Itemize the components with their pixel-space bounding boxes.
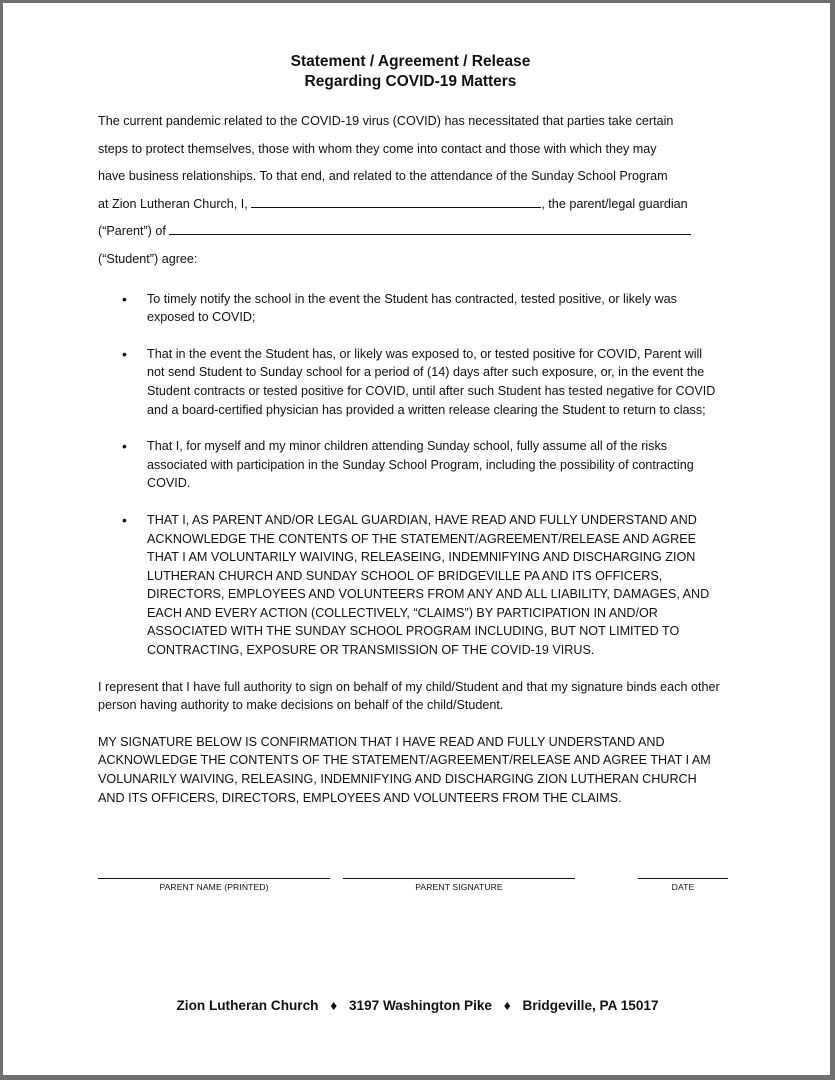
bullet-icon: • bbox=[122, 290, 127, 307]
document-title bbox=[98, 52, 723, 92]
title-line-1: Statement / Agreement / Release bbox=[290, 53, 531, 70]
diamond-icon: ♦ bbox=[330, 998, 338, 1013]
bullet-text: That in the event the Student has, or likely was exposed to, or tested positive for COVID, Parent will not send Student to Sunday school for a period of (14) days after such exposure, or, in the event the Student contracts or tested positive for COVID, until after such Student has tested negative for COVID and a board-certified physician has provided a written release clearing the Student to return to class; bbox=[147, 346, 716, 417]
intro-line-1: The current pandemic related to the COVID-19 virus (COVID) has necessitated that parties take certain bbox=[98, 114, 674, 128]
parent-signature-line[interactable] bbox=[343, 866, 575, 879]
bullet-icon: • bbox=[122, 511, 127, 528]
list-item bbox=[98, 437, 723, 493]
footer-street: 3197 Washington Pike bbox=[348, 998, 492, 1013]
intro-line-5-prefix: (“Parent”) of bbox=[98, 224, 166, 239]
bullet-text: That I, for myself and my minor children attending Sunday school, fully assume all of the risks associated with participation in the Sunday School Program, including the possibility of contracting COVID. bbox=[147, 439, 694, 491]
footer-church-name: Zion Lutheran Church bbox=[176, 998, 319, 1013]
intro-line-2: steps to protect themselves, those with whom they come into contact and those with which they may bbox=[98, 141, 657, 156]
parent-name-blank[interactable] bbox=[251, 195, 541, 208]
bullet-icon: • bbox=[122, 345, 127, 362]
date-signature-block bbox=[638, 866, 728, 892]
bullet-text: To timely notify the school in the event the Student has contracted, tested positive, or likely was exposed to COVID; bbox=[147, 291, 677, 325]
intro-line-3: have business relationships. To that end, and related to the attendance of the Sunday School Program bbox=[98, 169, 668, 184]
list-item bbox=[98, 511, 723, 660]
parent-name-line[interactable] bbox=[98, 866, 330, 879]
intro-line-6: (“Student”) agree: bbox=[98, 251, 198, 266]
parent-name-label: PARENT NAME (PRINTED) bbox=[159, 882, 269, 892]
parent-signature-block bbox=[343, 866, 575, 892]
confirmation-paragraph: MY SIGNATURE BELOW IS CONFIRMATION THAT I HAVE READ AND FULLY UNDERSTAND AND ACKNOWLEDGE THE CONTENTS OF THE STATEMENT/AGREEMENT/RELEASE AND AGREE THAT I AM VOLUNARILY WAIVING, RELEASING, INDEMNIFYING AND DISCHARGING ZION LUTHERAN CHURCH AND ITS OFFICERS, DIRECTORS, EMPLOYEES AND VOLUNTEERS FROM THE CLAIMS. bbox=[98, 734, 711, 805]
document-body bbox=[98, 52, 723, 825]
footer-city: Bridgeville, PA 15017 bbox=[522, 998, 659, 1013]
title-line-2: Regarding COVID-19 Matters bbox=[304, 73, 517, 90]
representation-paragraph: I represent that I have full authority to sign on behalf of my child/Student and that my signature binds each other person having authority to make decisions on behalf of the child/Student. bbox=[98, 679, 720, 713]
bullet-icon: • bbox=[122, 438, 127, 455]
footer-address bbox=[0, 998, 835, 1013]
parent-name-signature-block bbox=[98, 866, 330, 892]
parent-signature-label: PARENT SIGNATURE bbox=[415, 882, 503, 892]
intro-line-4-suffix: , the parent/legal guardian bbox=[541, 196, 688, 211]
agreement-list bbox=[98, 290, 723, 660]
signature-row bbox=[98, 866, 730, 906]
list-item bbox=[98, 290, 723, 327]
intro-line-4 bbox=[98, 191, 723, 219]
intro-line-4-prefix: at Zion Lutheran Church, I, bbox=[98, 196, 248, 211]
intro-line-5 bbox=[98, 218, 723, 246]
intro-paragraph bbox=[98, 108, 723, 274]
diamond-icon: ♦ bbox=[503, 998, 511, 1013]
date-line[interactable] bbox=[638, 866, 728, 879]
list-item bbox=[98, 345, 723, 419]
student-name-blank[interactable] bbox=[169, 222, 691, 235]
date-label: DATE bbox=[671, 882, 695, 892]
bullet-text: THAT I, AS PARENT AND/OR LEGAL GUARDIAN, HAVE READ AND FULLY UNDERSTAND AND ACKNOWLEDGE THE CONTENTS OF THE STATEMENT/AGREEMENT/RELEASE AND AGREE THAT I AM VOLUNTARILY WAIVING, RELEASEING, INDEMNIFYING AND DISCHARGING ZION LUTHERAN CHURCH AND SUNDAY SCHOOL OF BRIDGEVILLE PA AND ITS OFFICERS, DIRECTORS, EMPLOYEES AND VOLUNTEERS FROM ANY AND ALL LIABILITY, DAMAGES, AND EACH AND EVERY ACTION (COLLECTIVELY, “CLAIMS”) BY PARTICIPATION IN AND/OR ASSOCIATED WITH THE SUNDAY SCHOOL PROGRAM INCLUDING, BUT NOT LIMITED TO CONTRACTING, EXPOSURE OR TRANSMISSION OF THE COVID-19 VIRUS. bbox=[147, 512, 710, 658]
